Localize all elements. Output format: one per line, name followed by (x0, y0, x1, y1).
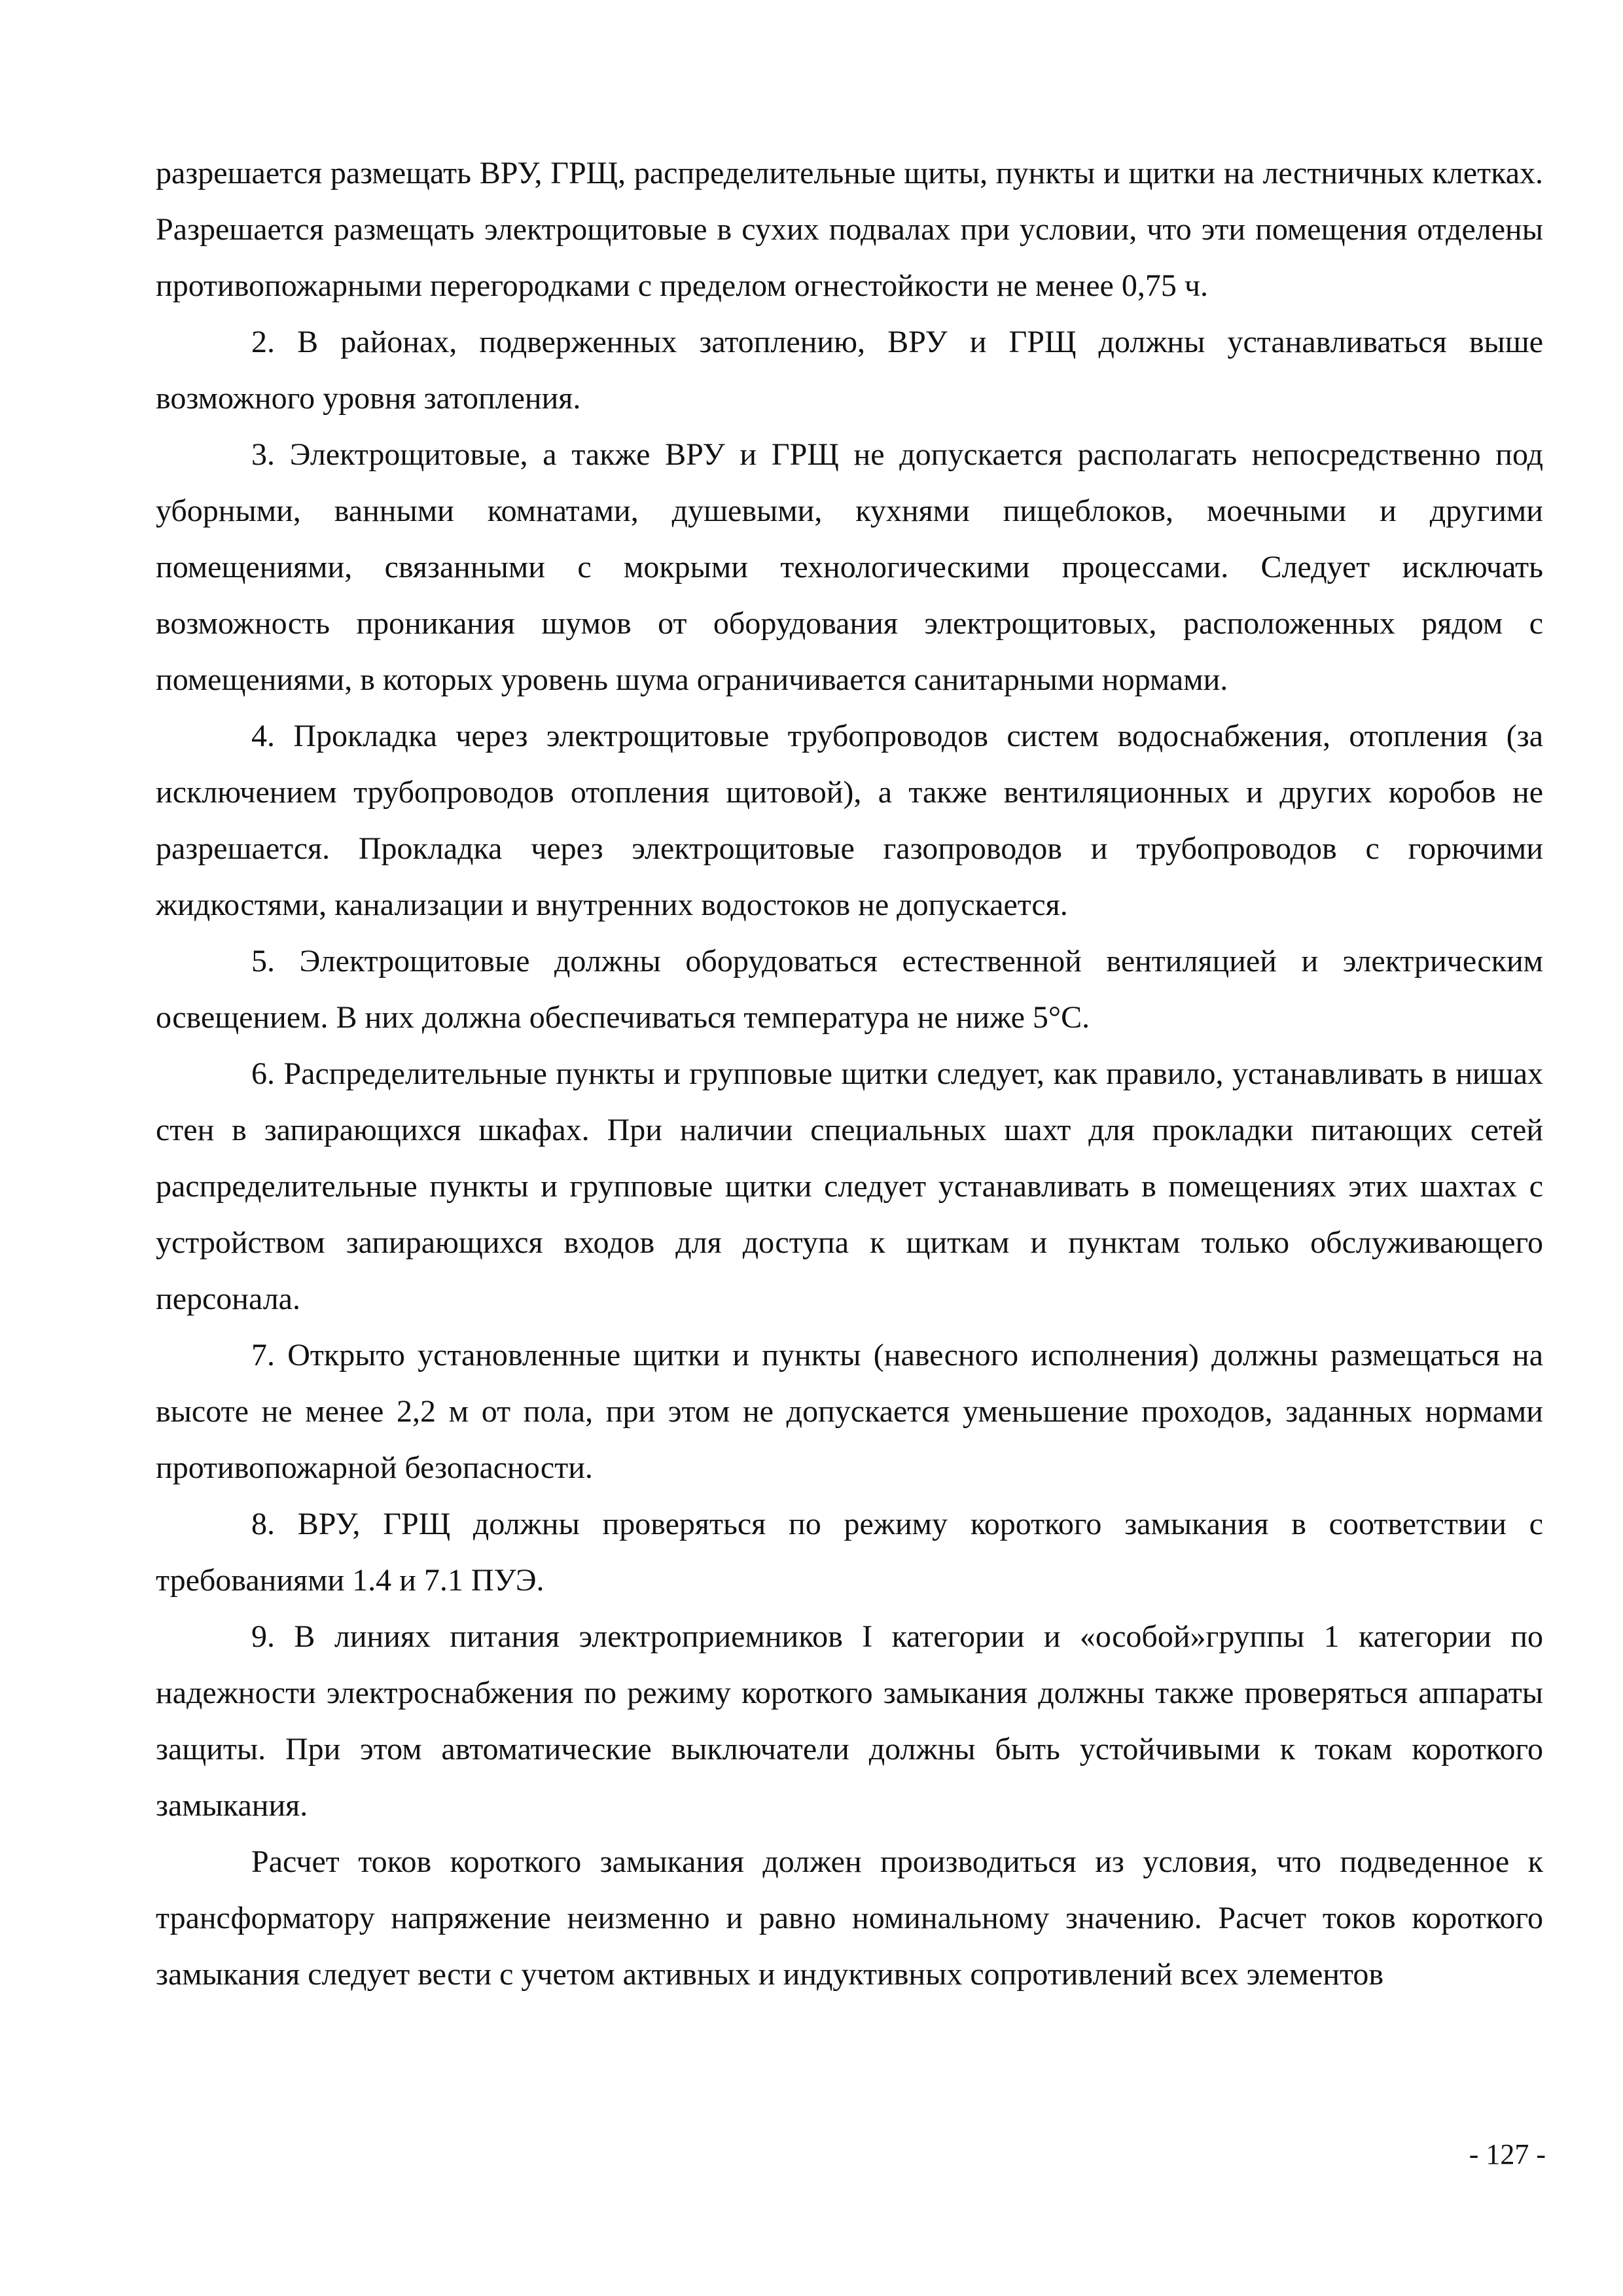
paragraph-short-circuit-calculation: Расчет токов короткого замыкания должен производиться из условия, что подведенное к трансформатору напряжение неизменно и равно номинальному значению. Расчет токов короткого замыкания следует вести с учетом активных и индуктивных сопротивлений всех элементов (156, 1844, 1543, 1992)
page-number: - 127 - (1469, 2138, 1546, 2170)
paragraph-continuation: разрешается размещать ВРУ, ГРЩ, распределительные щиты, пункты и щитки на лестничных клетках. Разрешается размещать электрощитовые в сухих подвалах при условии, что эти помещения отделены противопожарными перегородками с пределом огнестойкости не менее 0,75 ч. (156, 156, 1543, 303)
body-text (156, 145, 1543, 2003)
paragraph-item-6: 6. Распределительные пункты и групповые щитки следует, как правило, устанавливать в нишах стен в запирающихся шкафах. При наличии специальных шахт для прокладки питающих сетей распределительные пункты и групповые щитки следует устанавливать в помещениях этих шахтах с устройством запирающихся входов для доступа к щиткам и пунктам только обслуживающего персонала. (156, 1056, 1543, 1316)
paragraph-item-9: 9. В линиях питания электроприемников I категории и «особой»группы 1 категории по надежности электроснабжения по режиму короткого замыкания должны также проверяться аппараты защиты. При этом автоматические выключатели должны быть устойчивыми к токам короткого замыкания. (156, 1619, 1543, 1823)
paragraph-item-3: 3. Электрощитовые, а также ВРУ и ГРЩ не допускается располагать непосредственно под уборными, ванными комнатами, душевыми, кухнями пищеблоков, моечными и другими помещениями, связанными с мокрыми технологическими процессами. Следует исключать возможность проникания шумов от оборудования электрощитовых, расположенных рядом с помещениями, в которых уровень шума ограничивается санитарными нормами. (156, 437, 1543, 697)
paragraph-item-4: 4. Прокладка через электрощитовые трубопроводов систем водоснабжения, отопления (за исключением трубопроводов отопления щитовой), а также вентиляционных и других коробов не разрешается. Прокладка через электрощитовые газопроводов и трубопроводов с горючими жидкостями, канализации и внутренних водостоков не допускается. (156, 719, 1543, 922)
paragraph-item-7: 7. Открыто установленные щитки и пункты (навесного исполнения) должны размещаться на высоте не менее 2,2 м от пола, при этом не допускается уменьшение проходов, заданных нормами противопожарной безопасности. (156, 1338, 1543, 1485)
paragraph-item-8: 8. ВРУ, ГРЩ должны проверяться по режиму короткого замыкания в соответствии с требованиями 1.4 и 7.1 ПУЭ. (156, 1507, 1543, 1598)
paragraph-item-5: 5. Электрощитовые должны оборудоваться естественной вентиляцией и электрическим освещением. В них должна обеспечиваться температура не ниже 5°С. (156, 944, 1543, 1035)
paragraph-item-2: 2. В районах, подверженных затоплению, ВРУ и ГРЩ должны устанавливаться выше возможного уровня затопления. (156, 325, 1543, 416)
